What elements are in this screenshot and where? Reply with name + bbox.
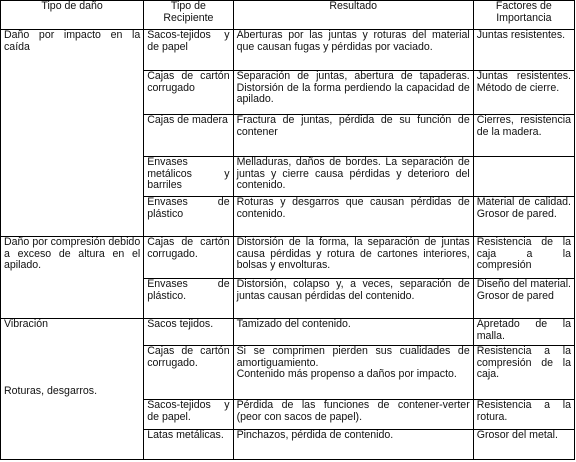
damage-type-cell: Daño por compresión debido a exceso de altura en el apilado. [1, 237, 144, 319]
result-cell: Pérdida de las funciones de contener-verter (peor con sacos de papel). [233, 400, 473, 430]
table-row [1, 237, 575, 279]
container-cell: Envases de plástico. [144, 279, 233, 319]
table-row [1, 30, 575, 71]
container-cell: Cajas de madera [144, 115, 233, 157]
result-cell: Roturas y desgarros que causan pérdidas de contenido. [233, 197, 473, 237]
header-result: Resultado [233, 1, 473, 30]
container-cell: Envases metálicos y barriles [144, 157, 233, 197]
container-cell: Cajas de cartón corrugado. [144, 346, 233, 400]
factors-cell: Resistencia a la compresión de la caja. [473, 346, 574, 400]
container-cell: Latas metálicas. [144, 430, 233, 460]
factors-cell [473, 157, 574, 197]
result-cell [233, 346, 473, 400]
result-cell: Separación de juntas, abertura de tapaderas. Distorsión de la forma perdiendo la capacidad de apilado. [233, 71, 473, 115]
container-cell: Cajas de cartón corrugado [144, 71, 233, 115]
damage-type-cell [1, 319, 144, 460]
container-cell: Sacos-tejidos y de papel. [144, 400, 233, 430]
factors-cell: Material de calidad. Grosor de pared. [473, 197, 574, 237]
result-text: Si se comprimen pierden sus cualidades de amortiguamiento. [236, 345, 470, 369]
result-cell: Pinchazos, pérdida de contenido. [233, 430, 473, 460]
result-text-extra: Contenido más propenso a daños por impacto. [236, 368, 457, 381]
container-cell: Envases de plástico [144, 197, 233, 237]
result-cell: Aberturas por las juntas y roturas del material que causan fugas y pérdidas por vaciado. [233, 30, 473, 71]
factors-cell: Grosor del metal. [473, 430, 574, 460]
factors-cell: Apretado de la malla. [473, 319, 574, 346]
container-cell: Cajas de cartón corrugado. [144, 237, 233, 279]
header-row [1, 1, 575, 30]
container-cell: Sacos tejidos. [144, 319, 233, 346]
result-cell: Melladuras, daños de bordes. La separación de juntas y cierre causa pérdidas y deterioro del contenido. [233, 157, 473, 197]
factors-cell: Cierres, resistencia de la madera. [473, 115, 574, 157]
header-importance-factors: Factores de Importancia [473, 1, 574, 30]
header-container-type: Tipo de Recipiente [144, 1, 233, 30]
header-damage-type: Tipo de daño [1, 1, 144, 30]
table-row [1, 319, 575, 346]
factors-cell: Juntas resistentes. Método de cierre. [473, 71, 574, 115]
container-cell: Sacos-tejidos y de papel [144, 30, 233, 71]
result-cell: Distorsión de la forma, la separación de juntas causa pérdidas y rotura de cartones interiores, bolsas y envolturas. [233, 237, 473, 279]
damage-type-vibration: Vibración [4, 318, 48, 330]
factors-cell: Diseño del material. Grosor de pared [473, 279, 574, 319]
factors-cell: Juntas resistentes. [473, 30, 574, 71]
result-cell: Fractura de juntas, pérdida de su función de contener [233, 115, 473, 157]
damage-type-cell: Daño por impacto en la caída [1, 30, 144, 237]
result-cell: Tamizado del contenido. [233, 319, 473, 346]
result-cell: Distorsión, colapso y, a veces, separación de juntas causan pérdidas del contenido. [233, 279, 473, 319]
damage-type-tears: Roturas, desgarros. [4, 384, 98, 397]
factors-cell: Resistencia de la caja a la compresión [473, 237, 574, 279]
factors-cell: Resistencia a la rotura. [473, 400, 574, 430]
